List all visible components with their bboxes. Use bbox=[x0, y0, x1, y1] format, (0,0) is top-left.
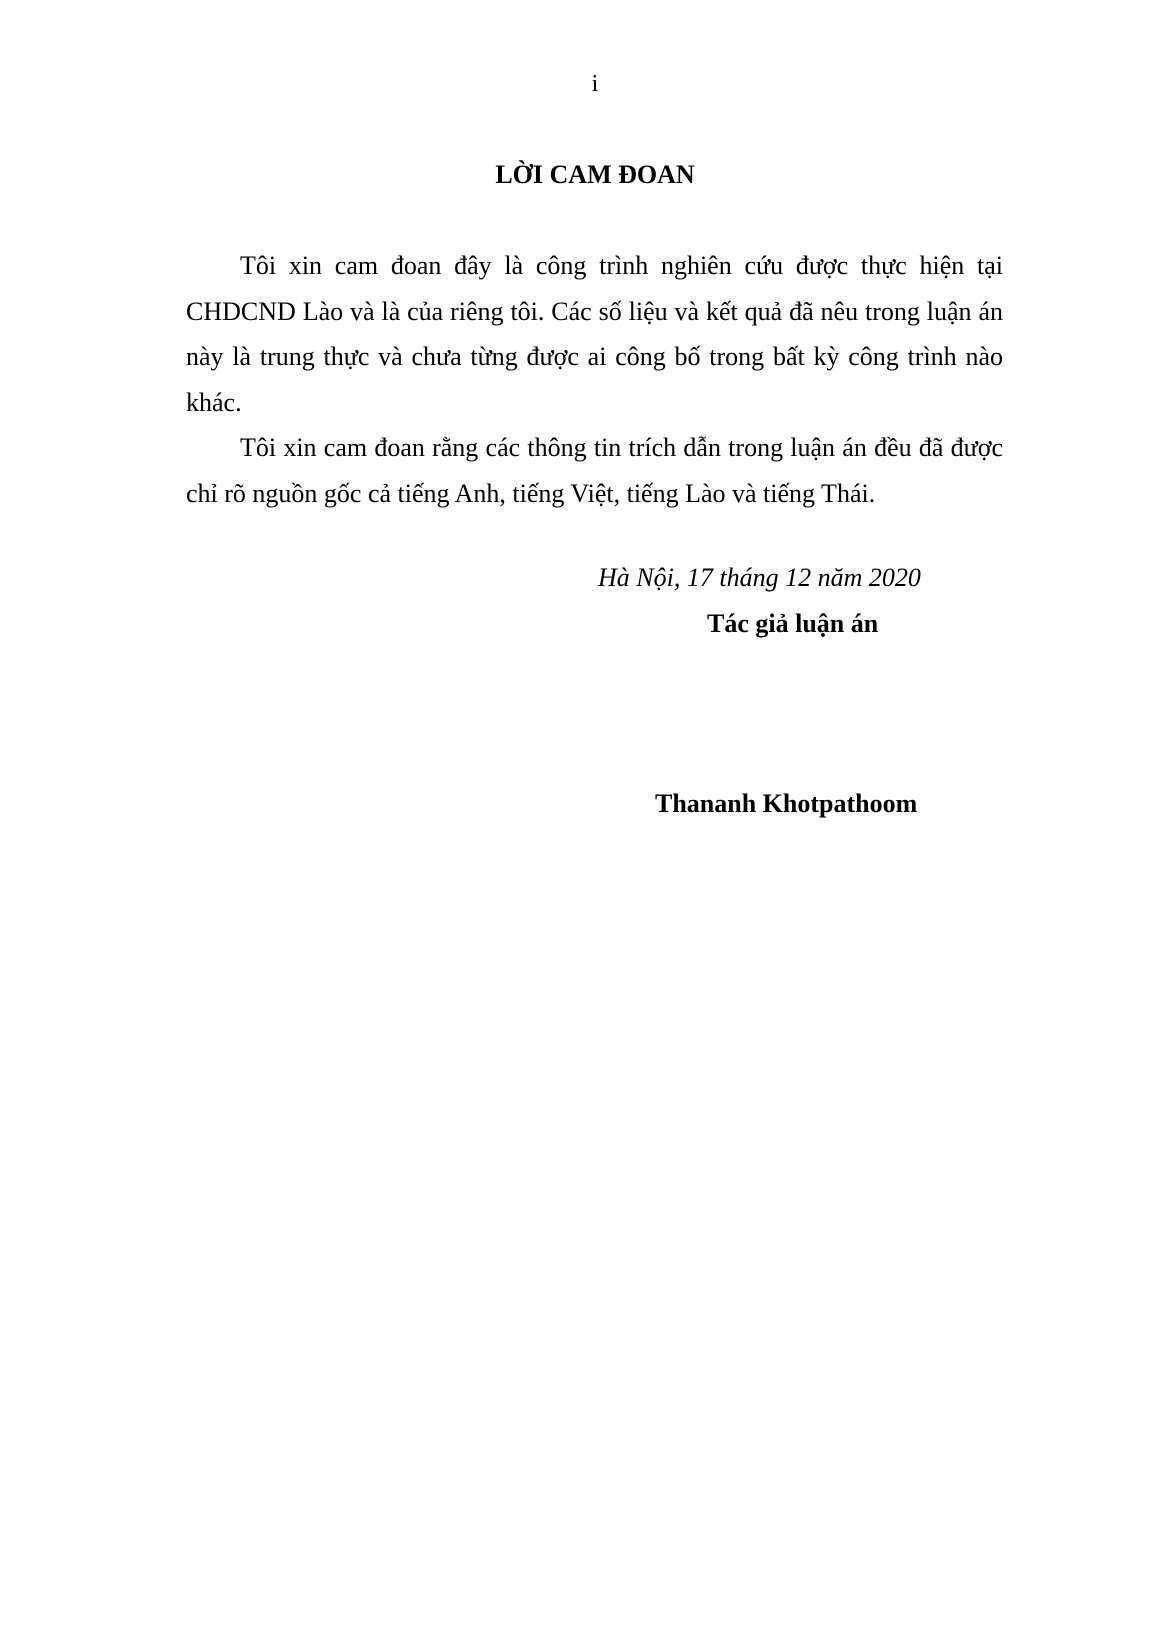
page-title: LỜI CAM ĐOAN bbox=[495, 160, 695, 189]
declaration-paragraph-2: Tôi xin cam đoan rằng các thông tin trích dẫn trong luận án đều đã được chỉ rõ nguồn gốc cả tiếng Anh, tiếng Việt, tiếng Lào và tiếng Thái. bbox=[186, 433, 1003, 508]
declaration-paragraph-1: Tôi xin cam đoan đây là công trình nghiên cứu được thực hiện tại CHDCND Lào và là của riêng tôi. Các số liệu và kết quả đã nêu trong luận án này là trung thực và chưa từng được ai công bố trong bất kỳ công trình nào khác. bbox=[186, 251, 1003, 417]
author-role: Tác giả luận án bbox=[707, 609, 879, 638]
declaration-body bbox=[186, 243, 1003, 516]
place-date: Hà Nội, 17 tháng 12 năm 2020 bbox=[598, 563, 921, 592]
author-name: Thananh Khotpathoom bbox=[655, 789, 918, 818]
page-number: i bbox=[591, 71, 599, 97]
